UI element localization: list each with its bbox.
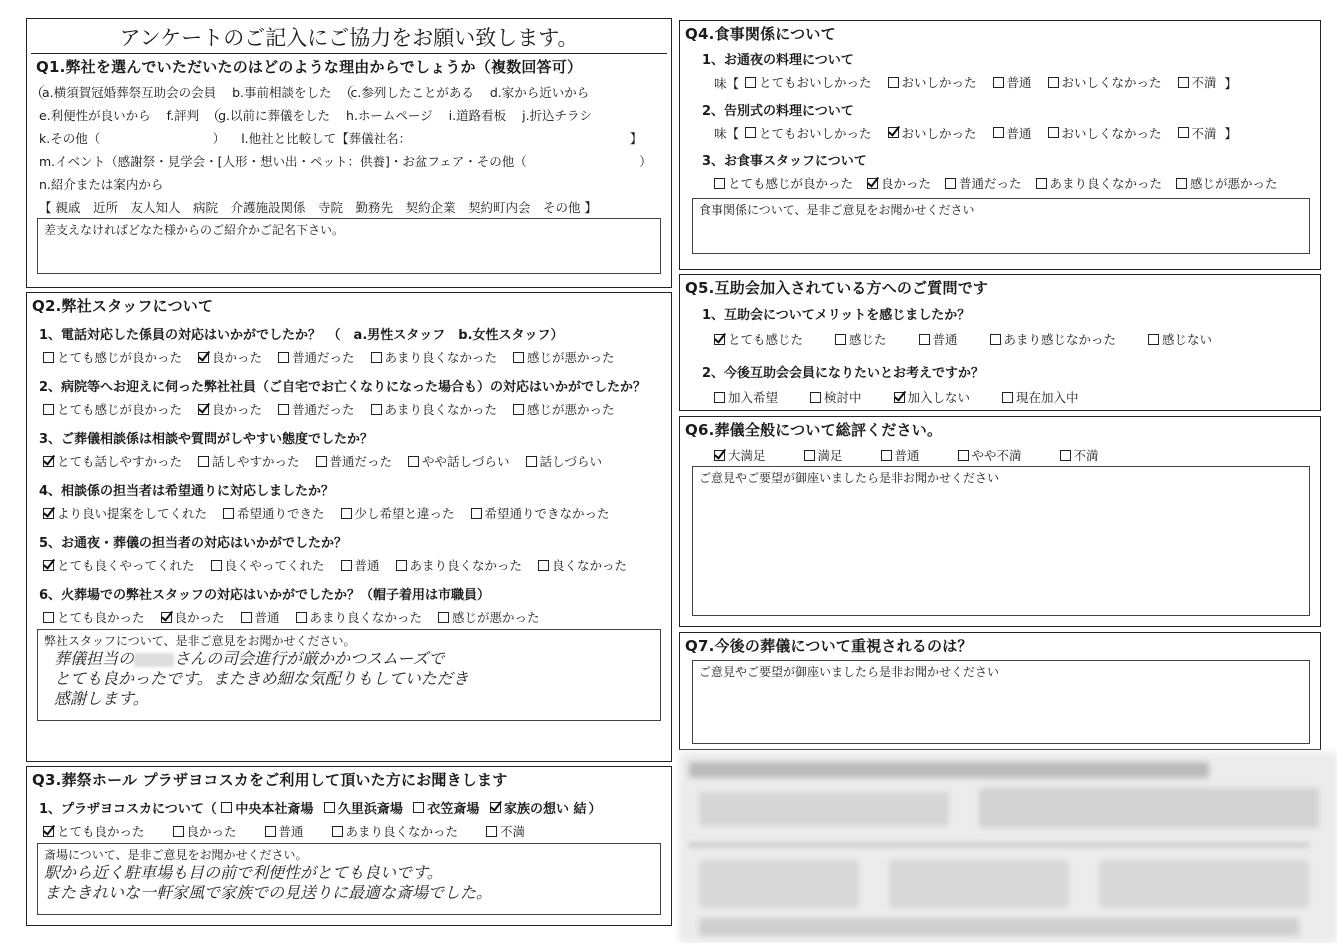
q3-question-1-label: 1、プラザヨコスカについて（ (39, 802, 217, 817)
q5-1-opt-4[interactable]: あまり感じなかった (990, 330, 1117, 348)
q1-line3 (31, 129, 667, 147)
q2-6-opt-2[interactable]: 良かった (161, 608, 225, 626)
q5-2-opt-4[interactable]: 現在加入中 (1002, 388, 1079, 406)
q4-1-opt-3[interactable]: 普通 (993, 73, 1032, 91)
q4-question-2: 2、告別式の料理について (702, 103, 854, 119)
q3-1-opt-4[interactable]: あまり良くなかった (332, 822, 459, 840)
q3-1-opt-5[interactable]: 不満 (486, 822, 525, 840)
checkbox-icon[interactable] (745, 77, 756, 88)
q2-5-opt-4[interactable]: あまり良くなかった (396, 556, 523, 574)
checkbox-icon[interactable] (221, 802, 232, 813)
q5-2-opt-2[interactable]: 検討中 (810, 388, 862, 406)
checkbox-icon[interactable] (1048, 77, 1059, 88)
checkbox-icon[interactable] (1148, 334, 1159, 345)
checkbox-icon[interactable] (714, 178, 725, 189)
q3-question-1: 1、プラザヨコスカについて（ 中央本社斎場 久里浜斎場 衣笠斎場 家族の想い 結 ） (27, 798, 671, 817)
q4-options-2 (680, 124, 1320, 143)
q1-section (31, 53, 667, 274)
q4-1-opt-5[interactable]: 不満 (1178, 73, 1217, 91)
q6-opt-3[interactable]: 普通 (881, 446, 920, 464)
q2-options-1 (27, 348, 671, 366)
q2-6-opt-1[interactable]: とても良かった (43, 608, 145, 626)
q2-5-opt-5[interactable]: 良くなかった (538, 556, 627, 574)
checkbox-icon[interactable] (945, 178, 956, 189)
q5-section (679, 274, 1321, 411)
q5-1-opt-1[interactable]: とても感じた (714, 330, 803, 348)
checkbox-icon[interactable] (408, 456, 419, 467)
checkbox-icon[interactable] (438, 612, 449, 623)
checkbox-icon[interactable] (371, 352, 382, 363)
q2-question-2: 2、病院等へお迎えに伺った弊社社員（ご自宅でお亡くなりになった場合も）の対応はいかがでしたか？ (39, 380, 647, 395)
checkbox-icon[interactable] (958, 450, 969, 461)
q2-5-opt-1[interactable]: とても良くやってくれた (43, 556, 195, 574)
checked-checkbox-icon[interactable] (161, 612, 172, 623)
q2-hand-1a: 葬儀担当の (54, 649, 135, 668)
checked-checkbox-icon[interactable] (714, 450, 725, 461)
checkbox-icon[interactable] (324, 802, 335, 813)
checkbox-icon[interactable] (413, 802, 424, 813)
q4-comment-box[interactable] (692, 198, 1310, 254)
q4-question-1: 1、お通夜の料理について (702, 53, 854, 68)
q5-options-1 (680, 330, 1320, 348)
q6-heading: Q6.葬儀全般について総評ください。 (685, 421, 943, 439)
q1-referral-box[interactable] (37, 218, 661, 274)
q4-1-opt-4[interactable]: おいしくなかった (1048, 73, 1162, 91)
q5-question-1: 1、互助会についてメリットを感じましたか？ (702, 308, 971, 323)
q2-options-3 (27, 452, 671, 470)
q6-comment-box[interactable] (692, 466, 1310, 616)
q5-1-opt-3[interactable]: 普通 (919, 330, 958, 348)
q1-option-i[interactable]: i.道路看板 (448, 108, 507, 123)
checkbox-icon[interactable] (919, 334, 930, 345)
q7-comment-box[interactable] (692, 660, 1310, 744)
q2-hand-1b: さんの司会進行が厳かかつスムーズで (174, 649, 445, 668)
q1-line5[interactable]: n.紹介または案内から (39, 177, 164, 192)
q4-options-3 (680, 174, 1320, 192)
q1-line1 (31, 83, 667, 101)
checkbox-icon[interactable] (1036, 178, 1047, 189)
q2-4-opt-4[interactable]: 希望通りできなかった (471, 504, 610, 522)
q1-option-a[interactable]: a.横須賀冠婚葬祭互助会の会員 (39, 85, 216, 100)
checkbox-icon[interactable] (43, 352, 54, 363)
q2-5-opt-3[interactable]: 普通 (341, 556, 380, 574)
q2-comment-box[interactable] (37, 629, 661, 721)
q4-options-1 (680, 73, 1320, 92)
q2-options-6 (27, 608, 671, 626)
q2-2-opt-3[interactable]: 普通だった (278, 400, 355, 418)
q2-3-opt-3[interactable]: 普通だった (316, 452, 393, 470)
q3-handwritten-line-1: 駅から近く駐車場も目の前で利便性がとても良いです。 (44, 863, 443, 882)
q1-option-h[interactable]: h.ホームページ (346, 108, 433, 123)
q2-2-opt-5[interactable]: 感じが悪かった (513, 400, 615, 418)
q1-option-e[interactable]: e.利便性が良いから (39, 108, 151, 123)
q3-section (26, 766, 672, 926)
q4-2-taste-label: 味【 (714, 126, 740, 141)
q1-option-d[interactable]: d.家から近いから (489, 85, 590, 100)
checkbox-icon[interactable] (513, 352, 524, 363)
q2-question-6: 6、火葬場での弊社スタッフの対応はいかがでしたか？（帽子着用は市職員） (39, 588, 491, 603)
q5-options-2 (680, 388, 1320, 406)
q2-1-opt-4[interactable]: あまり良くなかった (371, 348, 498, 366)
checkbox-icon[interactable] (341, 560, 352, 571)
q4-section (679, 20, 1321, 270)
q4-3-opt-4[interactable]: あまり良くなかった (1036, 174, 1163, 192)
q1-option-k[interactable]: k.その他（ ） (39, 131, 226, 146)
checkbox-icon[interactable] (198, 456, 209, 467)
q5-heading: Q5.互助会加入されている方へのご質問です (685, 279, 989, 297)
q3-hall-4[interactable]: 家族の想い 結 (490, 798, 587, 817)
q7-heading: Q7.今後の葬儀について重視されるのは？ (685, 637, 973, 655)
q2-3-opt-5[interactable]: 話しづらい (526, 452, 603, 470)
q3-comment-box[interactable] (37, 843, 661, 915)
checkbox-icon[interactable] (538, 560, 549, 571)
checkbox-icon[interactable] (265, 826, 276, 837)
checkbox-icon[interactable] (810, 392, 821, 403)
q6-opt-5[interactable]: 不満 (1060, 446, 1099, 464)
q4-3-opt-3[interactable]: 普通だった (945, 174, 1022, 192)
q2-question-4: 4、相談係の担当者は希望通りに対応しましたか？ (39, 484, 335, 499)
checked-checkbox-icon[interactable] (43, 560, 54, 571)
q2-options-5 (27, 556, 671, 574)
checkbox-icon[interactable] (173, 826, 184, 837)
q4-heading: Q4.食事関係について (685, 25, 836, 43)
checkbox-icon[interactable] (745, 127, 756, 138)
q6-options (680, 446, 1320, 464)
q5-1-opt-2[interactable]: 感じた (835, 330, 887, 348)
q3-1-opt-3[interactable]: 普通 (265, 822, 304, 840)
checked-checkbox-icon[interactable] (867, 178, 878, 189)
q2-4-opt-2[interactable]: 希望通りできた (223, 504, 325, 522)
q4-3-opt-5[interactable]: 感じが悪かった (1176, 174, 1278, 192)
checked-checkbox-icon[interactable] (894, 392, 905, 403)
q2-3-opt-4[interactable]: やや話しづらい (408, 452, 510, 470)
q3-options-1 (27, 822, 671, 840)
q1-line2 (31, 106, 667, 124)
q2-section (26, 292, 672, 762)
q2-6-opt-3[interactable]: 普通 (241, 608, 280, 626)
q1-line4[interactable]: m.イベント（感謝祭・見学会・[人形・想い出・ペット：供養]・お盆フェア・その他（ ） (39, 154, 652, 169)
checkbox-icon[interactable] (993, 127, 1004, 138)
checkbox-icon[interactable] (278, 352, 289, 363)
checkbox-icon[interactable] (881, 450, 892, 461)
checkbox-icon[interactable] (1060, 450, 1071, 461)
checkbox-icon[interactable] (471, 508, 482, 519)
q3-heading: Q3.葬祭ホール プラザヨコスカをご利用して頂いた方にお聞きします (32, 771, 508, 789)
checkbox-icon[interactable] (43, 404, 54, 415)
q6-opt-1[interactable]: 大満足 (714, 446, 766, 464)
q2-1-opt-5[interactable]: 感じが悪かった (513, 348, 615, 366)
q5-1-opt-5[interactable]: 感じない (1148, 330, 1212, 348)
checkbox-icon[interactable] (513, 404, 524, 415)
checked-checkbox-icon[interactable] (714, 334, 725, 345)
q3-1-opt-1[interactable]: とても良かった (43, 822, 145, 840)
q6-opt-4[interactable]: やや不満 (958, 446, 1022, 464)
checked-checkbox-icon[interactable] (198, 352, 209, 363)
q4-2-opt-3[interactable]: 普通 (993, 124, 1032, 142)
q2-4-opt-1[interactable]: より良い提案をしてくれた (43, 504, 207, 522)
q7-comment-label: ご意見やご要望が御座いましたら是非お聞かせください (699, 665, 1000, 679)
checkbox-icon[interactable] (296, 612, 307, 623)
q4-1-taste-label: 味【 (714, 75, 740, 91)
checkbox-icon[interactable] (835, 334, 846, 345)
q4-3-opt-1[interactable]: とても感じが良かった (714, 174, 853, 192)
q2-1-opt-2[interactable]: 良かった (198, 348, 262, 366)
checkbox-icon[interactable] (526, 456, 537, 467)
checkbox-icon[interactable] (332, 826, 343, 837)
redacted-name (134, 653, 174, 667)
q3-hall-1[interactable]: 中央本社斎場 (221, 798, 313, 817)
q4-2-opt-1[interactable]: とてもおいしかった (745, 124, 872, 142)
checkbox-icon[interactable] (714, 392, 725, 403)
checkbox-icon[interactable] (211, 560, 222, 571)
q2-1-opt-3[interactable]: 普通だった (278, 348, 355, 366)
q2-comment-label: 弊社スタッフについて、是非ご意見をお聞かせください。 (44, 634, 356, 648)
checkbox-icon[interactable] (990, 334, 1001, 345)
q1-heading: Q1.弊社を選んでいただいたのはどのような理由からでしょうか（複数回答可） (36, 58, 583, 76)
checked-checkbox-icon[interactable] (490, 802, 501, 813)
q4-2-close-bracket: 】 (1224, 126, 1238, 141)
q3-hall-2[interactable]: 久里浜斎場 (324, 798, 403, 817)
q4-comment-label: 食事関係について、是非ご意見をお聞かせください (699, 203, 975, 217)
checkbox-icon[interactable] (341, 508, 352, 519)
q2-handwritten-line-2: とても良かったです。またきめ細な気配りもしていただき (54, 669, 469, 688)
q3-hall-3[interactable]: 衣笠斎場 (413, 798, 479, 817)
q4-3-opt-2[interactable]: 良かった (867, 174, 931, 192)
q2-2-opt-4[interactable]: あまり良くなかった (371, 400, 498, 418)
q2-handwritten-line-3: 感謝します。 (54, 689, 149, 708)
q3-handwritten-line-2: またきれいな一軒家風で家族での見送りに最適な斎場でした。 (44, 883, 493, 902)
q2-3-opt-2[interactable]: 話しやすかった (198, 452, 300, 470)
q1-option-f[interactable]: f.評判 (166, 108, 200, 123)
q7-section (679, 632, 1321, 750)
q2-heading: Q2.弊社スタッフについて (32, 297, 214, 315)
checkbox-icon[interactable] (888, 77, 899, 88)
q2-3-opt-1[interactable]: とても話しやすかった (43, 452, 182, 470)
q6-comment-label: ご意見やご要望が御座いましたら是非お聞かせください (699, 471, 1000, 485)
checkbox-icon[interactable] (993, 77, 1004, 88)
q2-2-opt-2[interactable]: 良かった (198, 400, 262, 418)
checkbox-icon[interactable] (316, 456, 327, 467)
checkbox-icon[interactable] (804, 450, 815, 461)
q2-question-1: 1、電話対応した係員の対応はいかがでしたか？ （ a.男性スタッフ b.女性スタッフ） (39, 328, 564, 343)
q4-question-3: 3、お食事スタッフについて (702, 154, 867, 169)
q4-2-opt-2[interactable]: おいしかった (888, 124, 977, 142)
checkbox-icon[interactable] (396, 560, 407, 571)
q4-1-opt-2[interactable]: おいしかった (888, 73, 977, 91)
q4-2-opt-4[interactable]: おいしくなかった (1048, 124, 1162, 142)
q2-6-opt-5[interactable]: 感じが悪かった (438, 608, 540, 626)
q2-options-4 (27, 504, 671, 522)
checkbox-icon[interactable] (43, 612, 54, 623)
q4-1-close-bracket: 】 (1224, 75, 1238, 91)
checkbox-icon[interactable] (241, 612, 252, 623)
q2-options-2 (27, 400, 671, 418)
survey-title-box (26, 18, 672, 288)
checkbox-icon[interactable] (223, 508, 234, 519)
q2-6-opt-4[interactable]: あまり良くなかった (296, 608, 423, 626)
q5-2-opt-3[interactable]: 加入しない (894, 388, 971, 406)
checkbox-icon[interactable] (1178, 127, 1189, 138)
checkbox-icon[interactable] (1178, 77, 1189, 88)
q4-1-opt-1[interactable]: とてもおいしかった (745, 73, 872, 91)
q1-line6[interactable]: 【 親戚 近所 友人知人 病院 介護施設関係 寺院 勤務先 契約企業 契約町内会 その他 】 (39, 200, 597, 215)
q6-opt-2[interactable]: 満足 (804, 446, 843, 464)
checked-checkbox-icon[interactable] (198, 404, 209, 415)
checkbox-icon[interactable] (371, 404, 382, 415)
checkbox-icon[interactable] (1176, 178, 1187, 189)
q5-question-2: 2、今後互助会会員になりたいとお考えですか？ (702, 366, 985, 381)
checkbox-icon[interactable] (1048, 127, 1059, 138)
checkbox-icon[interactable] (486, 826, 497, 837)
q4-2-opt-5[interactable]: 不満 (1178, 124, 1217, 142)
q2-5-opt-2[interactable]: 良くやってくれた (211, 556, 325, 574)
q1-referral-label: 差支えなければどなた様からのご紹介かご記名下さい。 (44, 223, 345, 237)
checkbox-icon[interactable] (1002, 392, 1013, 403)
q2-handwritten-line-1 (44, 649, 654, 669)
checked-checkbox-icon[interactable] (888, 127, 899, 138)
checked-checkbox-icon[interactable] (43, 508, 54, 519)
q1-option-j[interactable]: j.折込チラシ (522, 108, 593, 123)
survey-title: アンケートのご記入にご協力をお願い致します。 (119, 26, 579, 50)
q2-2-opt-1[interactable]: とても感じが良かった (43, 400, 182, 418)
redacted-blurred-area (679, 752, 1337, 943)
q3-1-opt-2[interactable]: 良かった (173, 822, 237, 840)
checked-checkbox-icon[interactable] (43, 826, 54, 837)
q1-option-b[interactable]: b.事前相談をした (232, 85, 332, 100)
q1-option-l[interactable]: l.他社と比較して【葬儀社名： 】 (241, 131, 643, 146)
checkbox-icon[interactable] (278, 404, 289, 415)
checked-checkbox-icon[interactable] (43, 456, 54, 467)
q2-question-3: 3、ご葬儀相談係は相談や質問がしやすい態度でしたか？ (39, 432, 374, 447)
q2-question-5: 5、お通夜・葬儀の担当者の対応はいかがでしたか？ (39, 536, 348, 551)
q6-section (679, 416, 1321, 627)
q2-1-opt-1[interactable]: とても感じが良かった (43, 348, 182, 366)
q2-4-opt-3[interactable]: 少し希望と違った (341, 504, 455, 522)
q1-option-c[interactable]: c.参列したことがある (348, 85, 474, 100)
q3-comment-label: 斎場について、是非ご意見をお聞かせください。 (44, 848, 308, 862)
q5-2-opt-1[interactable]: 加入希望 (714, 388, 778, 406)
q1-option-g[interactable]: g.以前に葬儀をした (215, 108, 330, 123)
